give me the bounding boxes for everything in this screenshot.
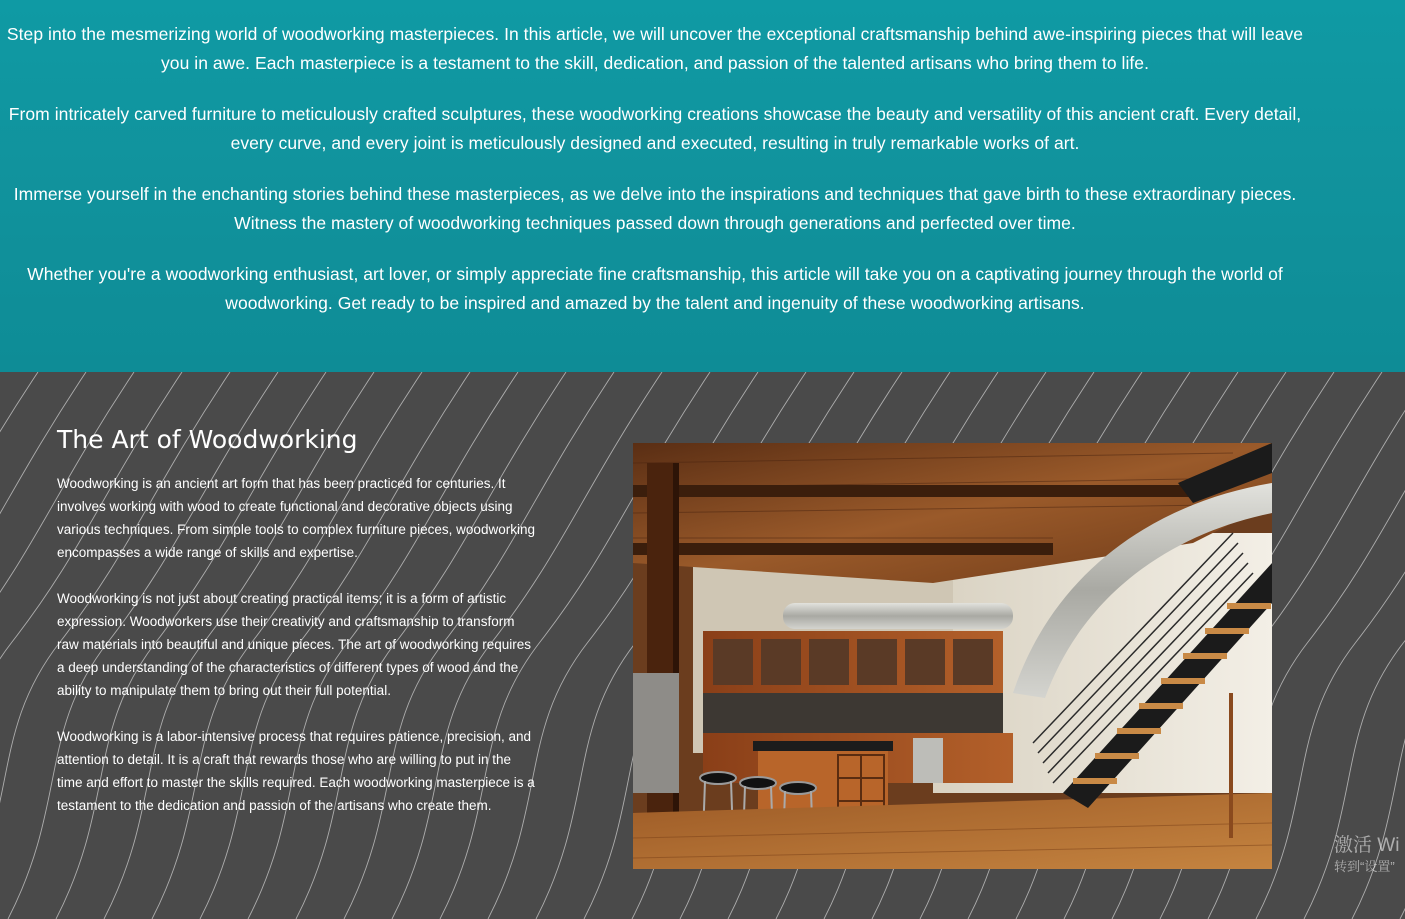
loft-kitchen-photo xyxy=(633,443,1272,869)
wave-line xyxy=(0,372,38,919)
intro-paragraph: Immerse yourself in the enchanting stories behind these masterpieces, as we delve into the inspirations and techniques that gave birth to these extraordinary pieces. Witness the mastery of woodworking techniques passed down through generations and perfected over time. xyxy=(13,184,1297,233)
intro-paragraph: Whether you're a woodworking enthusiast, art lover, or simply appreciate fine craftsmanship, this article will take you on a captivating journey through the world of woodworking. Get ready to be inspired and amazed by the talent and ingenuity of these woodworking artisans. xyxy=(27,264,1283,313)
intro-section xyxy=(0,0,1405,372)
art-of-woodworking-section xyxy=(0,372,1405,919)
wave-line xyxy=(1400,372,1405,919)
art-paragraph: Woodworking is not just about creating practical items; it is a form of artistic expression. Woodworkers use their creativity and craftsmanship to transform raw materials into beautiful and unique pieces. The art of woodworking requires a deep understanding of the characteristics of different types of wood and the ability to manipulate them to bring out their full potential. xyxy=(57,591,532,698)
intro-text-block xyxy=(0,20,1310,318)
section-title: The Art of Woodworking xyxy=(57,425,358,454)
activation-watermark xyxy=(1334,834,1399,876)
watermark-title: 激活 Wi xyxy=(1334,835,1400,856)
intro-paragraph: From intricately carved furniture to meticulously crafted sculptures, these woodworking creations showcase the beauty and versatility of this ancient craft. Every detail, every curve, and every joint is meticulously designed and executed, resulting in truly remarkable works of art. xyxy=(8,104,1302,153)
watermark-subtitle: 转到“设置” xyxy=(1334,859,1395,874)
art-paragraph: Woodworking is an ancient art form that has been practiced for centuries. It involves working with wood to create functional and decorative objects using various techniques. From simple tools to complex furniture pieces, woodworking encompasses a wide range of skills and expertise. xyxy=(57,476,535,560)
art-text-column xyxy=(57,424,537,840)
intro-paragraph: Step into the mesmerizing world of woodworking masterpieces. In this article, we will uncover the exceptional craftsmanship behind awe-inspiring pieces that will leave you in awe. Each masterpiece is a testament to the skill, dedication, and passion of the talented artisans who bring them to life. xyxy=(6,24,1304,73)
art-paragraph: Woodworking is a labor-intensive process that requires patience, precision, and attention to detail. It is a craft that rewards those who are willing to put in the time and effort to master the skills required. Each woodworking masterpiece is a testament to the dedication and passion of the artisans who create them. xyxy=(57,729,535,813)
